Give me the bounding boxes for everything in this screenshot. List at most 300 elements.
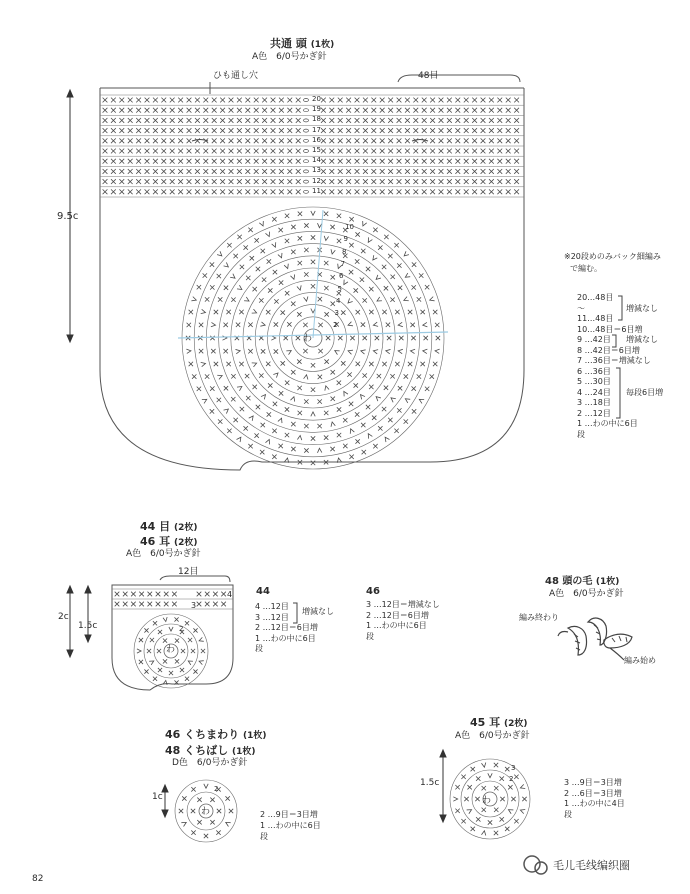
single-crochet-mark <box>237 138 242 143</box>
col44-bracket-label: 増減なし <box>302 607 334 616</box>
single-crochet-mark <box>178 128 183 133</box>
increase-mark <box>403 297 409 303</box>
single-crochet-mark <box>296 189 301 194</box>
single-crochet-mark <box>214 310 218 314</box>
single-crochet-mark <box>178 169 183 174</box>
single-crochet-mark <box>187 189 192 194</box>
single-crochet-mark <box>413 108 418 113</box>
single-crochet-mark <box>481 118 486 123</box>
single-crochet-mark <box>271 149 276 154</box>
single-crochet-mark <box>187 128 192 133</box>
single-crochet-mark <box>187 323 191 327</box>
increase-mark <box>169 627 173 631</box>
single-crochet-mark <box>212 118 217 123</box>
single-crochet-mark <box>505 767 509 771</box>
increase-mark <box>346 298 352 304</box>
single-crochet-mark <box>279 169 284 174</box>
single-crochet-mark <box>430 179 435 184</box>
single-crochet-mark <box>145 149 150 154</box>
col44-row-entry: 4 …12目 <box>255 602 289 611</box>
increase-mark <box>398 322 403 327</box>
single-crochet-mark <box>497 179 502 184</box>
single-crochet-mark <box>161 149 166 154</box>
increase-mark <box>265 232 271 238</box>
single-crochet-mark <box>447 159 452 164</box>
top-count-leader <box>398 75 520 82</box>
single-crochet-mark <box>464 169 469 174</box>
single-crochet-mark <box>199 349 203 353</box>
single-crochet-mark <box>398 286 402 290</box>
single-crochet-mark <box>229 138 234 143</box>
single-crochet-mark <box>197 592 202 597</box>
single-crochet-mark <box>472 138 477 143</box>
increase-mark <box>137 649 141 653</box>
single-crochet-mark <box>455 108 460 113</box>
single-crochet-mark <box>464 118 469 123</box>
increase-mark <box>375 395 381 401</box>
single-crochet-mark <box>464 179 469 184</box>
single-crochet-mark <box>506 138 511 143</box>
single-crochet-mark <box>205 592 210 597</box>
single-crochet-mark <box>273 402 277 406</box>
single-crochet-mark <box>123 592 128 597</box>
single-crochet-mark <box>279 138 284 143</box>
single-crochet-mark <box>279 149 284 154</box>
single-crochet-mark <box>192 374 196 378</box>
single-crochet-mark <box>254 98 259 103</box>
single-crochet-mark <box>514 169 519 174</box>
single-crochet-mark <box>262 108 267 113</box>
single-crochet-mark <box>371 179 376 184</box>
single-crochet-mark <box>218 419 222 423</box>
single-crochet-mark <box>170 179 175 184</box>
single-crochet-mark <box>291 370 295 374</box>
col46-dan: 段 <box>366 631 374 641</box>
single-crochet-mark <box>229 159 234 164</box>
single-crochet-mark <box>324 411 328 415</box>
single-crochet-mark <box>514 118 519 123</box>
single-crochet-mark <box>237 98 242 103</box>
single-crochet-mark <box>128 189 133 194</box>
single-crochet-mark <box>422 159 427 164</box>
single-crochet-mark <box>388 128 393 133</box>
single-crochet-mark <box>285 291 289 295</box>
single-crochet-mark <box>187 138 192 143</box>
single-crochet-mark <box>174 617 178 621</box>
ear45-height: 1.5c <box>420 778 440 788</box>
single-crochet-mark <box>464 108 469 113</box>
mouth-dan: 段 <box>260 832 268 841</box>
single-crochet-mark <box>187 159 192 164</box>
head-hole-label: ひも通し穴 <box>213 71 259 81</box>
single-crochet-mark <box>285 433 289 437</box>
single-crochet-mark <box>363 98 368 103</box>
single-crochet-mark <box>390 374 394 378</box>
single-crochet-mark <box>212 108 217 113</box>
head-circle-row-label: 10 <box>345 223 354 231</box>
single-crochet-mark <box>212 159 217 164</box>
single-crochet-mark <box>291 302 295 306</box>
single-crochet-mark <box>119 108 124 113</box>
single-crochet-mark <box>411 336 415 340</box>
single-crochet-mark <box>223 349 227 353</box>
increase-mark <box>236 349 241 354</box>
single-crochet-mark <box>145 169 150 174</box>
ear45-row-entry: 2 …6目＝3目増 <box>564 788 622 798</box>
single-crochet-mark <box>103 159 108 164</box>
single-crochet-mark <box>422 189 427 194</box>
watermark-icon <box>524 856 547 874</box>
single-crochet-mark <box>514 179 519 184</box>
single-crochet-mark <box>148 592 153 597</box>
head-title-text: 共通 頭 <box>270 37 307 50</box>
head-row-entry: 3 …18目 <box>577 398 611 407</box>
single-crochet-mark <box>355 128 360 133</box>
single-crochet-mark <box>500 776 504 780</box>
increase-mark <box>259 221 265 227</box>
head-center-label: わ <box>303 334 313 344</box>
single-crochet-mark <box>388 418 392 422</box>
single-crochet-mark <box>212 149 217 154</box>
single-crochet-mark <box>489 128 494 133</box>
single-crochet-mark <box>346 138 351 143</box>
head-row-number: 12 <box>312 176 321 185</box>
single-crochet-mark <box>103 138 108 143</box>
single-crochet-mark <box>144 669 148 673</box>
single-crochet-mark <box>287 138 292 143</box>
single-crochet-mark <box>366 405 370 409</box>
col44-row-entry: 1 …わの中に6目 <box>255 633 316 643</box>
single-crochet-mark <box>422 179 427 184</box>
single-crochet-mark <box>346 98 351 103</box>
single-crochet-mark <box>203 118 208 123</box>
single-crochet-mark <box>278 444 282 448</box>
increase-mark <box>334 349 340 355</box>
single-crochet-mark <box>397 179 402 184</box>
single-crochet-mark <box>347 372 351 376</box>
single-crochet-mark <box>363 138 368 143</box>
single-crochet-mark <box>262 189 267 194</box>
single-crochet-mark <box>472 128 477 133</box>
single-crochet-mark <box>170 118 175 123</box>
single-crochet-mark <box>338 98 343 103</box>
single-crochet-mark <box>224 386 228 390</box>
single-crochet-mark <box>178 138 183 143</box>
single-crochet-mark <box>330 447 334 451</box>
increase-mark <box>290 274 296 280</box>
increase-mark <box>237 385 243 391</box>
single-crochet-mark <box>380 138 385 143</box>
single-crochet-mark <box>489 98 494 103</box>
single-crochet-mark <box>514 159 519 164</box>
single-crochet-mark <box>254 179 259 184</box>
single-crochet-mark <box>361 423 365 427</box>
single-crochet-mark <box>461 775 465 779</box>
single-crochet-mark <box>240 407 244 411</box>
increase-mark <box>181 820 187 826</box>
head-circle-chart <box>178 207 448 469</box>
single-crochet-mark <box>212 179 217 184</box>
mouth-title-qty: (1枚) <box>242 731 267 741</box>
single-crochet-mark <box>203 108 208 113</box>
single-crochet-mark <box>447 169 452 174</box>
single-crochet-mark <box>447 149 452 154</box>
head-circle-row-label: 6 <box>339 272 344 281</box>
single-crochet-mark <box>439 169 444 174</box>
increase-mark <box>191 297 197 303</box>
single-crochet-mark <box>170 128 175 133</box>
single-crochet-mark <box>514 128 519 133</box>
single-crochet-mark <box>422 118 427 123</box>
single-crochet-mark <box>291 225 295 229</box>
single-crochet-mark <box>248 444 252 448</box>
single-crochet-mark <box>331 275 335 279</box>
single-crochet-mark <box>321 169 326 174</box>
increase-mark <box>324 236 329 241</box>
single-crochet-mark <box>355 108 360 113</box>
single-crochet-mark <box>412 262 416 266</box>
single-crochet-mark <box>111 189 116 194</box>
single-crochet-mark <box>131 592 136 597</box>
single-crochet-mark <box>220 159 225 164</box>
single-crochet-mark <box>191 830 195 834</box>
single-crochet-mark <box>170 108 175 113</box>
single-crochet-mark <box>382 362 386 366</box>
single-crochet-mark <box>455 128 460 133</box>
single-crochet-mark <box>268 383 272 387</box>
single-crochet-mark <box>119 159 124 164</box>
single-crochet-mark <box>191 649 195 653</box>
single-crochet-mark <box>291 250 295 254</box>
single-crochet-mark <box>245 159 250 164</box>
increase-mark <box>366 237 372 243</box>
single-crochet-mark <box>111 138 116 143</box>
single-crochet-mark <box>210 386 214 390</box>
single-crochet-mark <box>220 138 225 143</box>
single-crochet-mark <box>229 809 233 813</box>
single-crochet-mark <box>506 118 511 123</box>
single-crochet-mark <box>246 276 250 280</box>
single-crochet-mark <box>506 98 511 103</box>
single-crochet-mark <box>170 138 175 143</box>
single-crochet-mark <box>354 288 358 292</box>
single-crochet-mark <box>119 138 124 143</box>
single-crochet-mark <box>395 310 399 314</box>
head-circle-row-label: 2 <box>333 321 338 330</box>
increase-mark <box>366 433 372 439</box>
single-crochet-mark <box>203 179 208 184</box>
single-crochet-mark <box>447 118 452 123</box>
single-crochet-mark <box>203 159 208 164</box>
single-crochet-mark <box>380 108 385 113</box>
single-crochet-mark <box>284 336 288 340</box>
single-crochet-mark <box>203 128 208 133</box>
single-crochet-mark <box>350 336 354 340</box>
single-crochet-mark <box>145 108 150 113</box>
single-crochet-mark <box>213 602 218 607</box>
single-crochet-mark <box>497 128 502 133</box>
mouth-row-entry: 1 …わの中に6目 <box>260 821 321 830</box>
single-crochet-mark <box>497 118 502 123</box>
hair-end-label: 編み終わり <box>519 613 559 622</box>
increase-mark <box>237 436 243 442</box>
single-crochet-mark <box>153 108 158 113</box>
single-crochet-mark <box>464 149 469 154</box>
single-crochet-mark <box>123 602 128 607</box>
single-crochet-mark <box>489 138 494 143</box>
single-crochet-mark <box>268 288 272 292</box>
head-top-count: 48目 <box>418 71 439 81</box>
increase-mark <box>410 349 415 354</box>
single-crochet-mark <box>355 189 360 194</box>
head-note-line2: で編む。 <box>570 264 602 273</box>
chain-mark <box>304 160 309 163</box>
single-crochet-mark <box>229 98 234 103</box>
single-crochet-mark <box>223 323 227 327</box>
single-crochet-mark <box>506 108 511 113</box>
beak-title-text: 48 くちばし <box>165 744 229 757</box>
single-crochet-mark <box>373 228 377 232</box>
single-crochet-mark <box>363 118 368 123</box>
single-crochet-mark <box>153 677 157 681</box>
single-crochet-mark <box>245 169 250 174</box>
increase-mark <box>520 784 526 790</box>
single-crochet-mark <box>522 797 526 801</box>
single-crochet-mark <box>430 374 434 378</box>
single-crochet-mark <box>338 336 342 340</box>
single-crochet-mark <box>245 108 250 113</box>
single-crochet-mark <box>199 323 203 327</box>
single-crochet-mark <box>161 169 166 174</box>
single-crochet-mark <box>447 189 452 194</box>
single-crochet-mark <box>245 179 250 184</box>
single-crochet-mark <box>363 108 368 113</box>
single-crochet-mark <box>481 128 486 133</box>
single-crochet-mark <box>145 138 150 143</box>
single-crochet-mark <box>481 179 486 184</box>
single-crochet-mark <box>203 98 208 103</box>
single-crochet-mark <box>455 138 460 143</box>
single-crochet-mark <box>296 169 301 174</box>
increase-mark <box>376 297 382 303</box>
single-crochet-mark <box>187 149 192 154</box>
single-crochet-mark <box>331 397 335 401</box>
single-crochet-mark <box>153 138 158 143</box>
increase-mark <box>217 374 223 380</box>
single-crochet-mark <box>170 159 175 164</box>
single-crochet-mark <box>195 149 200 154</box>
single-crochet-mark <box>321 128 326 133</box>
ear45-circle-label-3: 3 <box>511 764 516 772</box>
single-crochet-mark <box>455 118 460 123</box>
single-crochet-mark <box>346 189 351 194</box>
single-crochet-mark <box>272 217 276 221</box>
single-crochet-mark <box>287 169 292 174</box>
single-crochet-mark <box>262 169 267 174</box>
single-crochet-mark <box>195 118 200 123</box>
increase-mark <box>324 385 329 390</box>
ear45-height-arrow <box>440 750 446 822</box>
head-row-number: 17 <box>312 125 321 134</box>
increase-mark <box>435 349 440 354</box>
single-crochet-mark <box>405 179 410 184</box>
single-crochet-mark <box>355 439 359 443</box>
eyes-center-label: わ <box>166 645 176 655</box>
head-row-bracket-label: 増減なし <box>626 335 658 344</box>
single-crochet-mark <box>372 416 376 420</box>
single-crochet-mark <box>254 238 258 242</box>
col44-bracket <box>293 603 297 623</box>
head-row-bracket-label: 増減なし <box>626 303 658 313</box>
single-crochet-mark <box>217 398 221 402</box>
single-crochet-mark <box>161 179 166 184</box>
single-crochet-mark <box>245 149 250 154</box>
single-crochet-mark <box>397 159 402 164</box>
single-crochet-mark <box>464 138 469 143</box>
single-crochet-mark <box>380 98 385 103</box>
head-row-entry: 9 …42目 <box>577 335 611 344</box>
single-crochet-mark <box>220 108 225 113</box>
single-crochet-mark <box>136 138 141 143</box>
single-crochet-mark <box>408 310 412 314</box>
single-crochet-mark <box>161 108 166 113</box>
single-crochet-mark <box>245 189 250 194</box>
single-crochet-mark <box>508 785 512 789</box>
single-crochet-mark <box>384 286 388 290</box>
increase-mark <box>481 762 486 767</box>
mouth-title-text: 46 くちまわり <box>165 728 240 741</box>
single-crochet-mark <box>481 138 486 143</box>
single-crochet-mark <box>279 108 284 113</box>
single-crochet-mark <box>161 138 166 143</box>
single-crochet-mark <box>355 412 359 416</box>
single-crochet-mark <box>298 236 302 240</box>
increase-mark <box>163 617 168 622</box>
head-row-number: 19 <box>312 105 321 114</box>
increase-mark <box>201 309 206 314</box>
single-crochet-mark <box>204 834 208 838</box>
single-crochet-mark <box>231 397 235 401</box>
single-crochet-mark <box>329 118 334 123</box>
single-crochet-mark <box>193 628 197 632</box>
single-crochet-mark <box>439 128 444 133</box>
col44-dan: 段 <box>255 644 263 653</box>
increase-mark <box>330 421 335 426</box>
single-crochet-mark <box>274 299 278 303</box>
single-crochet-mark <box>514 108 519 113</box>
increase-mark <box>373 322 378 327</box>
single-crochet-mark <box>274 322 278 326</box>
single-crochet-mark <box>128 169 133 174</box>
single-crochet-mark <box>229 169 234 174</box>
single-crochet-mark <box>324 212 328 216</box>
increase-mark <box>347 322 353 328</box>
single-crochet-mark <box>231 374 235 378</box>
single-crochet-mark <box>455 785 459 789</box>
increase-mark <box>198 659 203 664</box>
single-crochet-mark <box>115 602 120 607</box>
head-row-number: 11 <box>312 186 321 195</box>
single-crochet-mark <box>489 179 494 184</box>
single-crochet-mark <box>405 138 410 143</box>
single-crochet-mark <box>388 108 393 113</box>
single-crochet-mark <box>147 649 151 653</box>
single-crochet-mark <box>272 429 276 433</box>
single-crochet-mark <box>262 278 266 282</box>
head-title-qty: (1枚) <box>310 40 335 50</box>
single-crochet-mark <box>111 169 116 174</box>
single-crochet-mark <box>136 189 141 194</box>
